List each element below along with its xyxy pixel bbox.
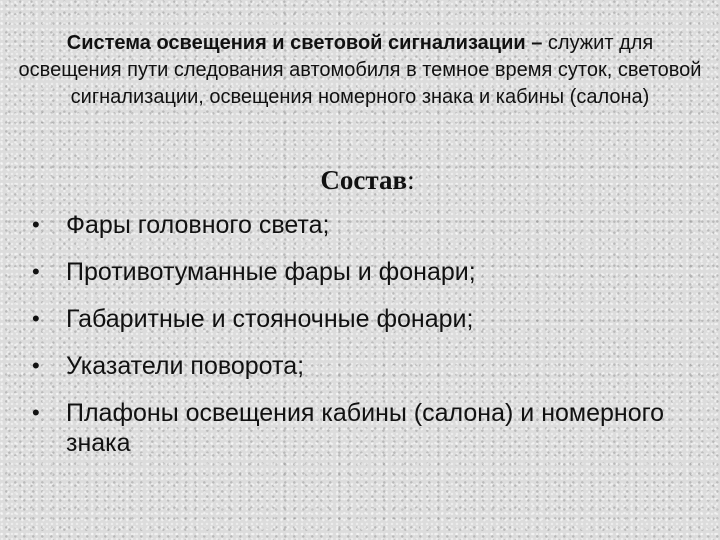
list-item-text: Указатели поворота; [66,352,305,380]
list-item-text: Противотуманные фары и фонари; [66,258,476,286]
list-item-text: Фары головного света; [66,211,330,239]
composition-heading [0,165,720,196]
list-item-text: Габаритные и стояночные фонари; [66,305,474,333]
list-item [30,398,700,458]
list-item [30,210,700,240]
list-item [30,257,700,287]
bullet-icon: • [32,306,40,331]
composition-colon: : [407,165,415,195]
slide-header [14,30,706,111]
bullet-icon: • [32,400,40,425]
slide-description: служит для освещения пути следования автомобиля в темное время суток, световой сигнализации, освещения номерного знака и кабины (салона) [18,32,702,108]
bullet-icon: • [32,259,40,284]
slide-title: Система освещения и световой сигнализации – [66,32,543,54]
list-item-text: Плафоны освещения кабины (салона) и номерного знака [66,399,665,457]
bullet-icon: • [32,353,40,378]
composition-label: Состав [320,165,408,195]
bullet-icon: • [32,212,40,237]
components-list [30,210,700,475]
list-item [30,351,700,381]
list-item [30,304,700,334]
